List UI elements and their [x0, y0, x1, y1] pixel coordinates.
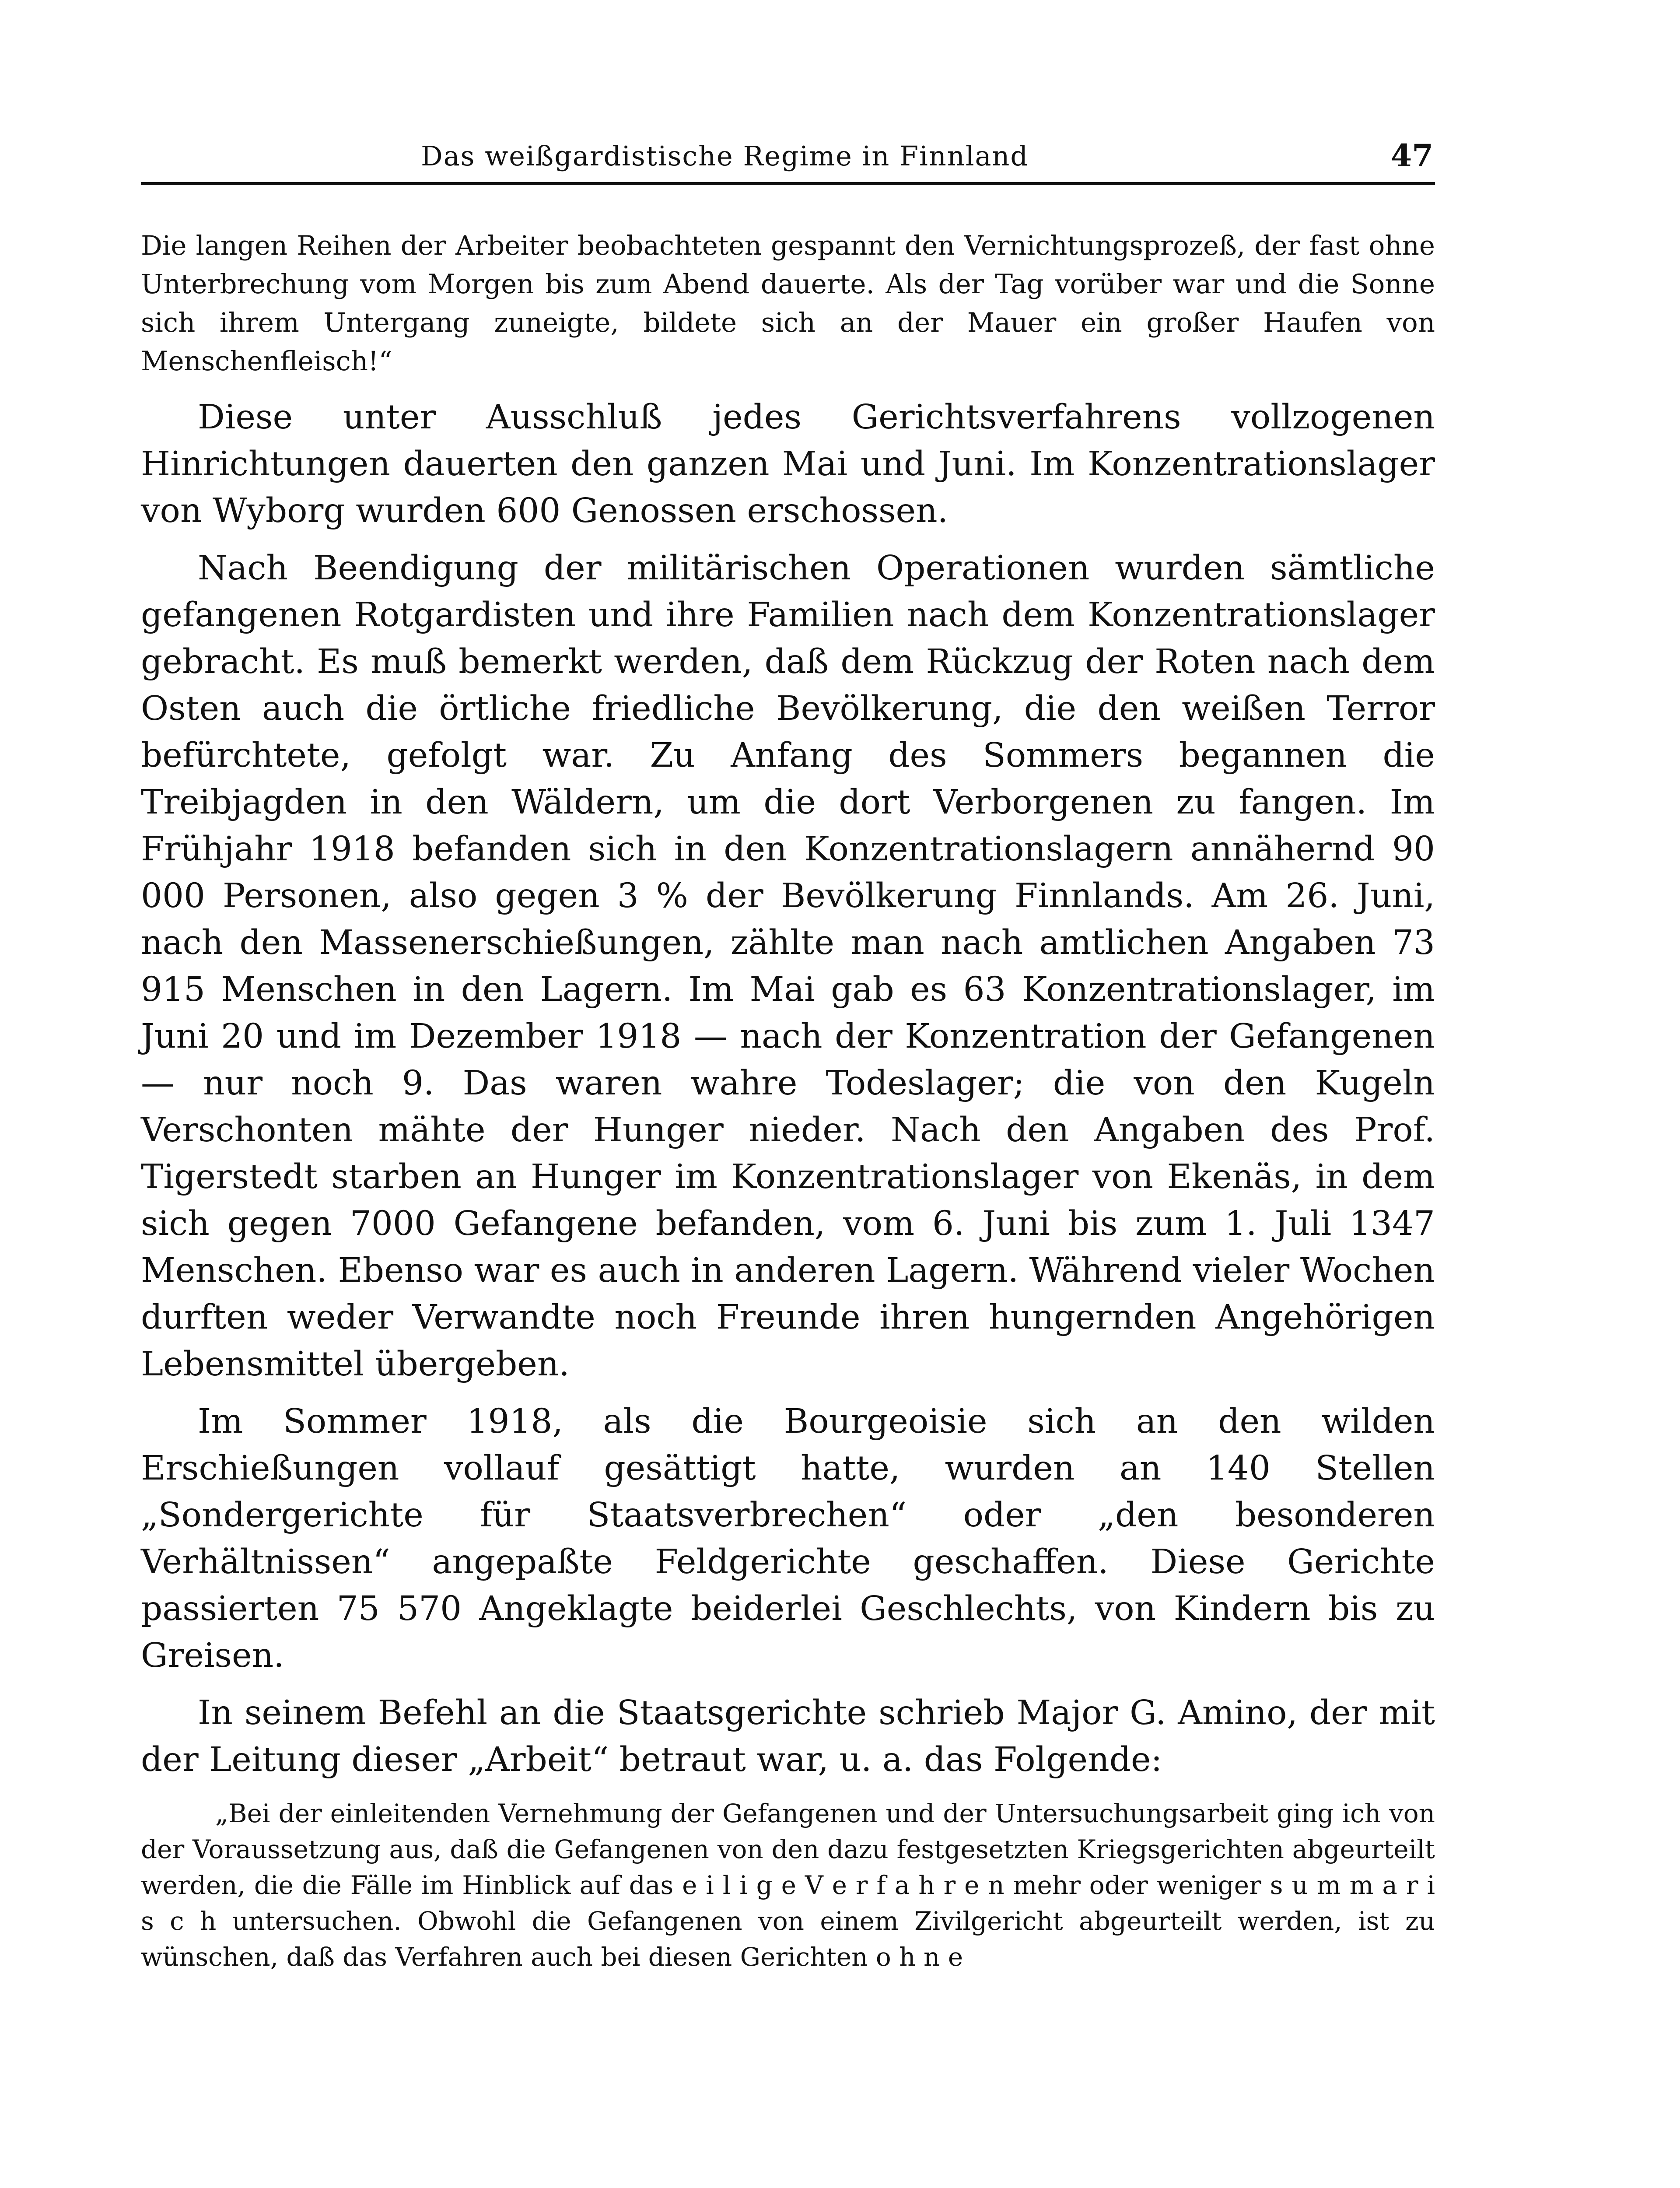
- header-rule: [141, 182, 1435, 185]
- running-header: [141, 131, 1435, 179]
- page-body: [141, 227, 1435, 1975]
- paragraph-concentration-camps: Nach Beendigung der militärischen Operationen wurden sämtliche gefangenen Rotgardisten und ihre Familien nach dem Konzentrationslager gebracht. Es muß bemerkt werden, daß dem Rückzug der Roten nach dem Osten auch die örtliche friedliche Bevölkerung, die den weißen Terror befürchtete, gefolgt war. Zu Anfang des Sommers begannen die Treibjagden in den Wäldern, um die dort Verborgenen zu fangen. Im Frühjahr 1918 befanden sich in den Konzentrationslagern annähernd 90 000 Personen, also gegen 3 % der Bevölkerung Finnlands. Am 26. Juni, nach den Massenerschießungen, zählte man nach amtlichen Angaben 73 915 Menschen in den Lagern. Im Mai gab es 63 Konzentrationslager, im Juni 20 und im Dezember 1918 — nach der Konzentration der Gefangenen — nur noch 9. Das waren wahre Todeslager; die von den Kugeln Verschonten mähte der Hunger nieder. Nach den Angaben des Prof. Tigerstedt starben an Hunger im Konzentrationslager von Ekenäs, in dem sich gegen 7000 Gefangene befanden, vom 6. Juni bis zum 1. Juli 1347 Menschen. Ebenso war es auch in anderen Lagern. Während vieler Wochen durften weder Verwandte noch Freunde ihren hungernden Angehörigen Lebensmittel übergeben.: [141, 549, 1435, 1384]
- running-title: Das weißgardistische Regime in Finnland: [421, 140, 1029, 172]
- paragraph-executions: Diese unter Ausschluß jedes Gerichtsverfahrens vollzogenen Hinrichtungen dauerten den ganzen Mai und Juni. Im Konzentrationslager von Wyborg wurden 600 Genossen erschossen.: [141, 398, 1435, 530]
- paragraph-amino-order: In seinem Befehl an die Staatsgerichte schrieb Major G. Amino, der mit der Leitung dieser „Arbeit“ betraut war, u. a. das Folgende:: [141, 1694, 1435, 1779]
- page-number: 47: [1390, 137, 1433, 174]
- block-quote: „Bei der einleitenden Vernehmung der Gefangenen und der Untersuchungsarbeit ging ich von der Voraussetzung aus, daß die Gefangenen von den dazu festgesetzten Kriegsgerichten abgeurteilt werden, die die Fälle im Hinblick auf das e i l i g e V e r f a h r e n mehr oder weniger s u m m a r i s c h untersuchen. Obwohl die Gefangenen von einem Zivilgericht abgeurteilt werden, ist zu wünschen, daß das Verfahren auch bei diesen Gerichten o h n e: [141, 1799, 1435, 1972]
- paragraph-special-courts: Im Sommer 1918, als die Bourgeoisie sich an den wilden Erschießungen vollauf gesättigt hatte, wurden an 140 Stellen „Sondergerichte für Staatsverbrechen“ oder „den besonderen Verhältnissen“ angepaßte Feldgerichte geschaffen. Diese Gerichte passierten 75 570 Angeklagte beiderlei Geschlechts, von Kindern bis zu Greisen.: [141, 1402, 1435, 1675]
- quote-continuation: Die langen Reihen der Arbeiter beobachteten gespannt den Vernichtungsprozeß, der fast ohne Unterbrechung vom Morgen bis zum Abend dauerte. Als der Tag vorüber war und die Sonne sich ihrem Untergang zuneigte, bildete sich an der Mauer ein großer Haufen von Menschenfleisch!“: [141, 230, 1435, 377]
- book-page: [141, 131, 1435, 1972]
